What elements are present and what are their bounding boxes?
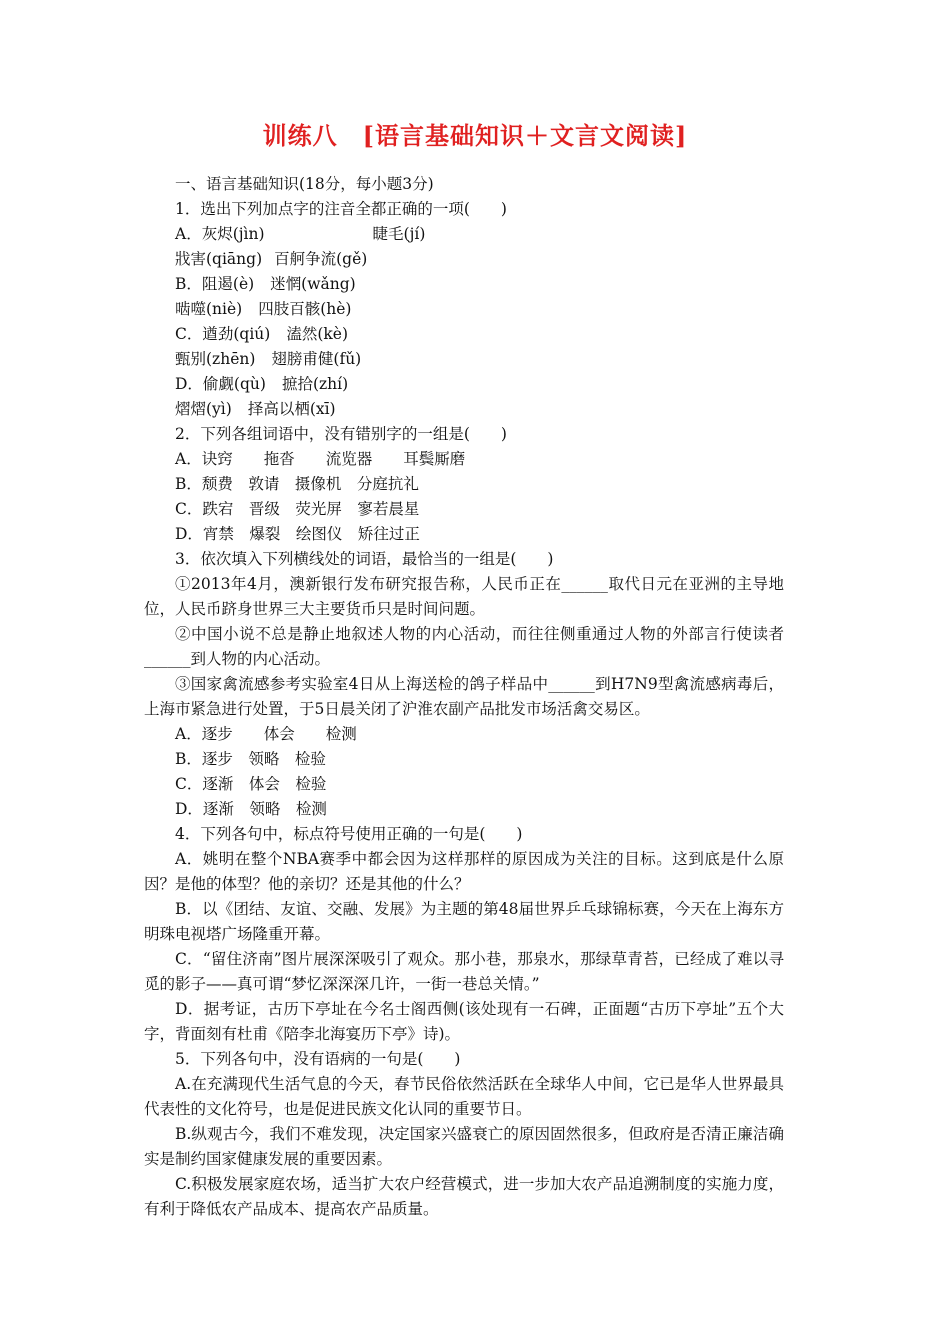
question-5-stem: 5．下列各句中，没有语病的一句是( )	[175, 1050, 461, 1068]
q3-sentence-2: ②中国小说不总是静止地叙述人物的内心活动，而往往侧重通过人物的外部言行使读者______到人物的内心活动。	[144, 625, 784, 668]
q1-option-a-line1	[175, 222, 815, 247]
q2-option-b: B．颓费 敦请 摄像机 分庭抗礼	[175, 475, 419, 493]
q1-option-c-line2	[175, 347, 815, 372]
q1-option-c-line1	[175, 322, 815, 347]
page-title: 训练八 [语言基础知识＋文言文阅读]	[262, 121, 688, 150]
q1-b-item3: 啮噬(niè)	[175, 300, 243, 318]
q1-option-b-line2	[175, 297, 815, 322]
q3-option-d: D．逐渐 领略 检测	[175, 800, 327, 818]
q1-d-item3: 熠熠(yì)	[175, 400, 232, 418]
q5-option-a: A.在充满现代生活气息的今天，春节民俗依然活跃在全球华人中间，它已是华人世界最具代表性的文化符号，也是促进民族文化认同的重要节日。	[144, 1075, 784, 1118]
q1-option-b-line1	[175, 272, 815, 297]
q1-option-a-line2	[175, 247, 815, 272]
q1-b-item1: B．阻遏(è)	[175, 275, 255, 293]
q4-option-b: B．以《团结、友谊、交融、发展》为主题的第48届世界乒乓球锦标赛，今天在上海东方明珠电视塔广场隆重开幕。	[144, 900, 784, 943]
q2-option-c: C．跌宕 晋级 荧光屏 寥若晨星	[175, 500, 420, 518]
q1-option-d-line1	[175, 372, 815, 397]
document-body-wide	[144, 572, 815, 1222]
q1-c-item2: 溘然(kè)	[286, 325, 348, 343]
question-4-stem: 4．下列各句中，标点符号使用正确的一句是( )	[175, 825, 523, 843]
q1-b-item2: 迷惘(wǎng)	[270, 275, 356, 293]
question-1-stem: 1．选出下列加点字的注音全都正确的一项( )	[175, 200, 507, 218]
q1-d-item4: 择高以栖(xī)	[247, 400, 336, 418]
q1-b-item4: 四肢百骸(hè)	[258, 300, 352, 318]
q3-option-a: A．逐步 体会 检测	[175, 725, 357, 743]
q5-option-c: C.积极发展家庭农场，适当扩大农户经营模式，进一步加大农产品追溯制度的实施力度，有利于降低农产品成本、提高农产品质量。	[144, 1175, 784, 1218]
q1-c-item4: 翅膀甫健(fǔ)	[271, 350, 362, 368]
question-3-stem: 3．依次填入下列横线处的词语，最恰当的一组是( )	[175, 550, 554, 568]
q4-option-d: D．据考证，古历下亭址在今名士阁西侧(该处现有一石碑，正面题“古历下亭址”五个大字，背面刻有杜甫《陪李北海宴历下亭》诗)。	[144, 1000, 784, 1043]
q1-a-item1: A．灰烬(jìn)	[175, 225, 265, 243]
question-2-stem: 2．下列各组词语中，没有错别字的一组是( )	[175, 425, 507, 443]
q1-option-d-line2	[175, 397, 815, 422]
q1-d-item1: D．偷觑(qù)	[175, 375, 266, 393]
q3-sentence-3: ③国家禽流感参考实验室4日从上海送检的鸽子样品中______到H7N9型禽流感病毒后，上海市紧急进行处置，于5日晨关闭了沪淮农副产品批发市场活禽交易区。	[144, 675, 784, 718]
q1-a-item2: 睫毛(jí)	[372, 225, 426, 243]
section-heading: 一、语言基础知识(18分，每小题3分)	[175, 175, 434, 193]
q3-sentence-1: ①2013年4月，澳新银行发布研究报告称，人民币正在______取代日元在亚洲的主导地位，人民币跻身世界三大主要货币只是时间问题。	[144, 575, 784, 618]
q2-option-a: A．诀窍 拖沓 流览器 耳鬓厮磨	[175, 450, 466, 468]
q5-option-b: B.纵观古今，我们不难发现，决定国家兴盛衰亡的原因固然很多，但政府是否清正廉洁确实是制约国家健康发展的重要因素。	[144, 1125, 784, 1168]
q4-option-c: C．“留住济南”图片展深深吸引了观众。那小巷，那泉水，那绿草青苔，已经成了难以寻觅的影子——真可谓“梦忆深深深几许，一街一巷总关情。”	[144, 950, 784, 993]
q3-option-c: C．逐渐 体会 检验	[175, 775, 327, 793]
q2-option-d: D．宵禁 爆裂 绘图仪 矫往过正	[175, 525, 420, 543]
q1-a-item4: 百舸争流(gě)	[274, 250, 368, 268]
q1-c-item3: 甄别(zhēn)	[175, 350, 256, 368]
document-body	[175, 172, 815, 572]
q3-option-b: B．逐步 领略 检验	[175, 750, 326, 768]
q1-c-item1: C．遒劲(qiú)	[175, 325, 271, 343]
q1-d-item2: 摭拾(zhí)	[281, 375, 349, 393]
q4-option-a: A．姚明在整个NBA赛季中都会因为这样那样的原因成为关注的目标。这到底是什么原因？是他的体型？他的亲切？还是其他的什么？	[144, 850, 784, 893]
q1-a-item3: 戕害(qiāng)	[175, 250, 263, 268]
